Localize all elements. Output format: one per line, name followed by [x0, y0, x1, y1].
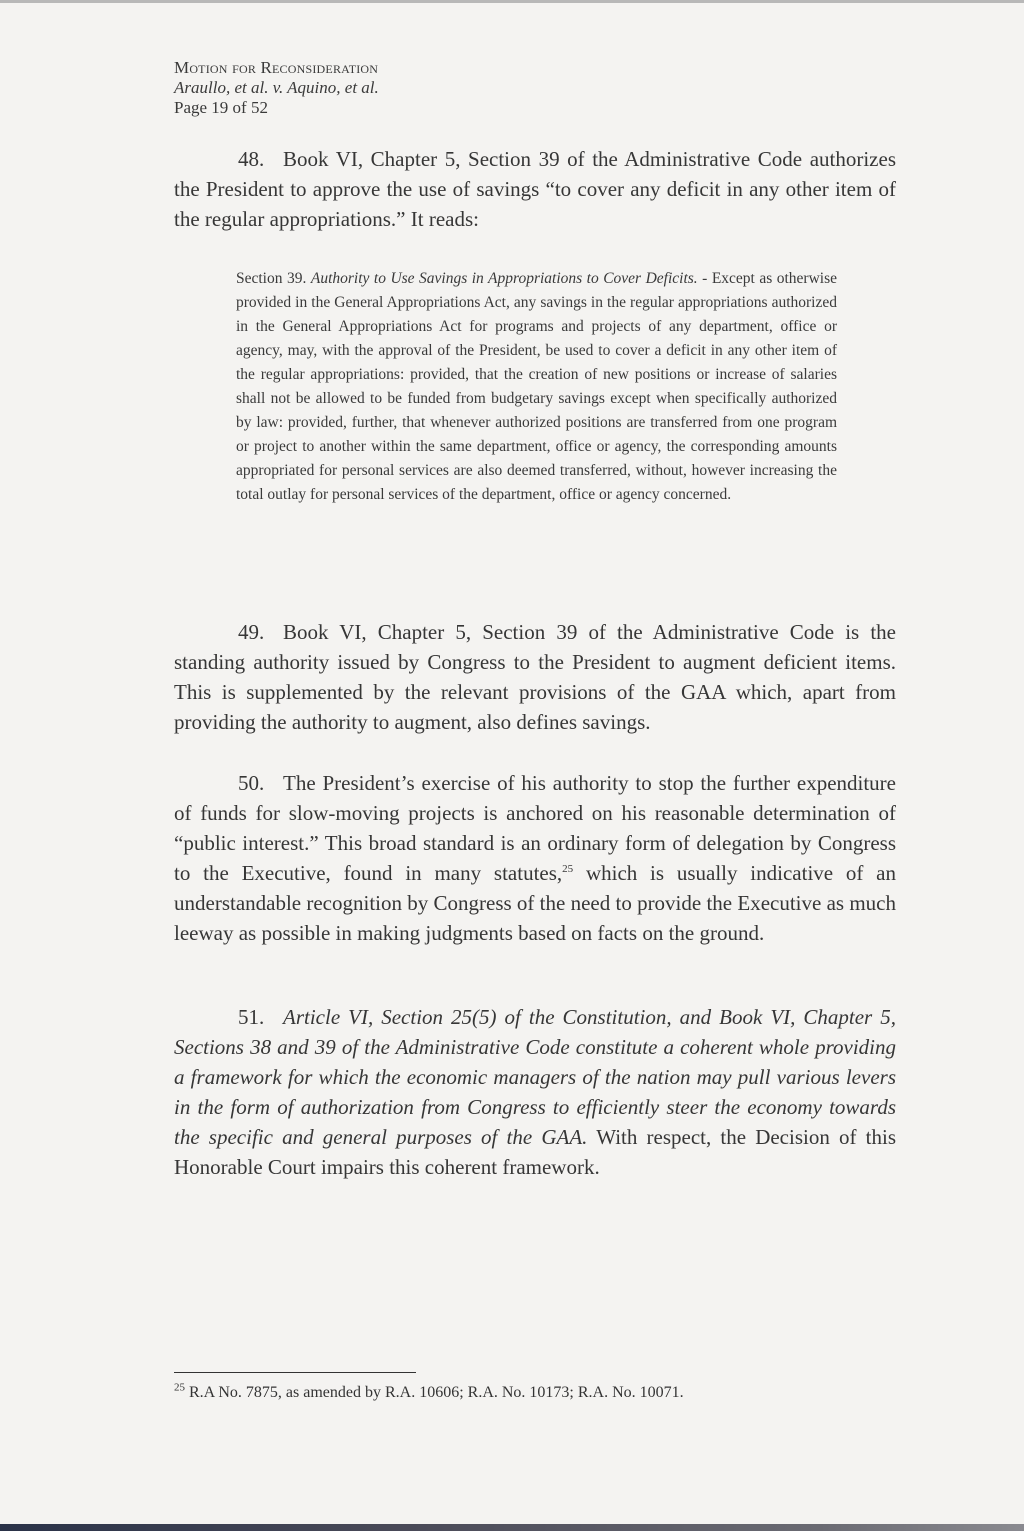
- case-caption: Araullo, et al. v. Aquino, et al.: [174, 78, 379, 97]
- paragraph-51: [174, 1002, 896, 1182]
- footnote-marker: 25: [174, 1381, 185, 1394]
- page-number: Page 19 of 52: [174, 98, 268, 117]
- quote-section-title: Authority to Use Savings in Appropriations to Cover Deficits.: [310, 270, 698, 287]
- paragraph-number: 51.: [238, 1005, 265, 1029]
- footnote-reference[interactable]: 25: [562, 863, 574, 875]
- paragraph-50: [174, 768, 896, 948]
- paragraph-49: [174, 617, 896, 737]
- paragraph-text: The President’s exercise of his authority to stop the further expenditure of funds for slow-moving projects is anchored on his reasonable determination of “public interest.” This broad standard is an ordinary form of delegation by Congress to the Executive, found in many statutes,: [174, 771, 896, 885]
- paragraph-text: Book VI, Chapter 5, Section 39 of the Administrative Code authorizes the President to approve the use of savings “to cover any deficit in any other item of the regular appropriations.” It reads:: [174, 147, 896, 231]
- paragraph-italic-text: Article VI, Section 25(5) of the Constitution, and Book VI, Chapter 5, Sections 38 and 39 of the Administrative Code constitute a coherent whole providing a framework for which the economic managers of the nation may pull various levers in the form of authorization from Congress to efficiently steer the economy towards the specific and general purposes of the GAA.: [174, 1005, 896, 1149]
- footnote-divider: [174, 1372, 416, 1373]
- paragraph-text: Book VI, Chapter 5, Section 39 of the Administrative Code is the standing authority issued by Congress to the President to augment deficient items. This is supplemented by the relevant provisions of the GAA which, apart from providing the authority to augment, also defines savings.: [174, 620, 896, 734]
- paragraph-48: [174, 144, 896, 234]
- paragraph-text: With respect, the Decision of this Honorable Court impairs this coherent framework.: [174, 1125, 896, 1179]
- footnote-text: R.A No. 7875, as amended by R.A. 10606; R.A. No. 10173; R.A. No. 10071.: [185, 1384, 684, 1401]
- paragraph-number: 50.: [238, 771, 265, 795]
- document-title: Motion for Reconsideration: [174, 58, 379, 77]
- footnote-25: [174, 1381, 684, 1405]
- page-bottom-edge: [0, 1524, 1024, 1531]
- paragraph-number: 49.: [238, 620, 265, 644]
- quote-body: - Except as otherwise provided in the General Appropriations Act, any savings in the regular appropriations authorized in the General Appropriations Act for programs and projects of any department, office or agency, may, with the approval of the President, be used to cover a deficit in any other item of the regular appropriations: provided, that the creation of new positions or increase of salaries shall not be allowed to be funded from budgetary savings except when specifically authorized by law: provided, further, that whenever authorized positions are transferred from one program or project to another within the same department, office or agency, the corresponding amounts appropriated for personal services are also deemed transferred, without, however increasing the total outlay for personal services of the department, office or agency concerned.: [236, 270, 837, 503]
- quote-section-label: Section 39.: [236, 270, 307, 287]
- paragraph-text-continued: which is usually indicative of an understandable recognition by Congress of the need to provide the Executive as much leeway as possible in making judgments based on facts on the ground.: [174, 861, 896, 945]
- block-quote-section-39: [236, 267, 837, 507]
- paragraph-number: 48.: [238, 147, 265, 171]
- page-header: [174, 58, 379, 118]
- page-top-edge: [0, 0, 1024, 3]
